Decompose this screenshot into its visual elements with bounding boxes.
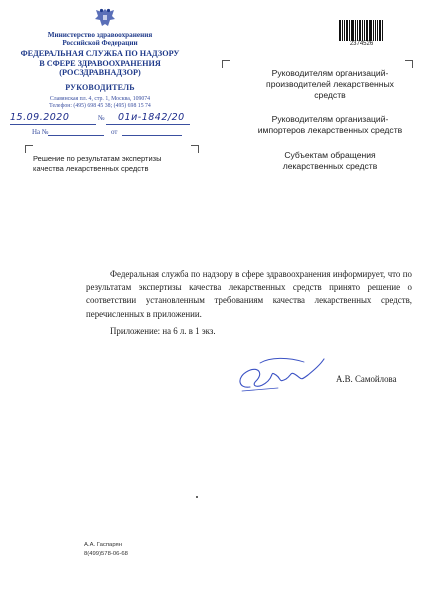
addressee-corner-left: [222, 60, 230, 68]
handwritten-number: 01и-1842/20: [118, 112, 185, 123]
barcode-bar: [349, 20, 350, 41]
letter-body: Федеральная служба по надзору в сфере здравоохранения информирует, что по результатам экспертизы качества лекарственных средств принято решение о соответствии установленным требованиям качества лекарственных средств, перечисленных в приложении.: [86, 269, 412, 319]
ref-date-line: [122, 135, 182, 136]
addressee-line: средств: [314, 90, 346, 100]
addressee-line: лекарственных средств: [282, 161, 378, 171]
barcode-bar: [379, 20, 381, 41]
addressee-corner-right: [405, 60, 413, 68]
barcode-bar: [366, 20, 368, 41]
stray-mark: [196, 496, 198, 498]
subject-line: качества лекарственных средств: [33, 163, 149, 173]
ref-number-line: [48, 135, 104, 136]
subject-corner-right: [191, 145, 199, 153]
barcode-bar: [369, 20, 372, 41]
barcode-bar: [373, 20, 374, 41]
date-underline: [10, 124, 96, 125]
signatory-name: А.В. Самойлова: [336, 374, 397, 384]
attachment-note: Приложение: на 6 л. в 1 экз.: [110, 326, 216, 336]
subject: [33, 154, 193, 173]
ref-date-label: от: [111, 128, 118, 136]
addressee-line: Руководителям организаций-: [271, 114, 389, 124]
barcode-bar: [355, 20, 356, 41]
barcode: [339, 20, 384, 41]
barcode-bar: [351, 20, 354, 41]
barcode-bar: [377, 20, 378, 41]
addressee-line: Руководителям организаций-: [271, 68, 389, 78]
phone-line: Телефон: (495) 698 45 38; (495) 698 15 74: [49, 103, 151, 110]
addressee-line: импортеров лекарственных средств: [257, 125, 403, 135]
addressee-line: Субъектам обращения: [284, 150, 376, 160]
subject-corner-left: [25, 145, 33, 153]
handwritten-signature: [230, 353, 330, 395]
barcode-bar: [362, 20, 363, 41]
coat-of-arms-emblem: [92, 6, 118, 30]
number-underline: [106, 124, 190, 125]
executor-phone: 8(499)578-06-68: [84, 551, 128, 557]
number-sign: №: [98, 114, 105, 122]
addressee-subjects: [245, 150, 415, 172]
handwritten-date: 15.09.2020: [10, 112, 70, 123]
addressee-line: производителей лекарственных: [266, 79, 394, 89]
letterhead-position: РУКОВОДИТЕЛЬ: [65, 83, 135, 92]
ministry-line: Российской Федерации: [62, 39, 138, 47]
addressee-producers: [245, 68, 415, 101]
addressee-importers: [245, 114, 415, 136]
subject-line: Решение по результатам экспертизы: [33, 154, 162, 163]
barcode-bar: [346, 20, 348, 41]
barcode-bar: [382, 20, 383, 41]
service-line: ФЕДЕРАЛЬНАЯ СЛУЖБА ПО НАДЗОРУ: [20, 49, 180, 58]
barcode-bar: [375, 20, 376, 41]
service-line: (РОСЗДРАВНАДЗОР): [59, 68, 141, 78]
ministry-name: [10, 31, 190, 47]
barcode-bar: [339, 20, 341, 41]
ref-number-label: На №: [32, 128, 49, 136]
address-line: Славянская пл. 4, стр. 1, Москва, 109074: [49, 96, 151, 102]
barcode-bar: [364, 20, 365, 41]
barcode-bar: [344, 20, 345, 41]
ministry-line: Министерство здравоохранения: [47, 31, 153, 39]
service-line: В СФЕРЕ ЗДРАВООХРАНЕНИЯ: [39, 58, 161, 68]
service-name: [10, 49, 190, 78]
barcode-bar: [359, 20, 361, 41]
letterhead-address: [10, 96, 190, 110]
barcode-number: 2374526: [349, 41, 374, 47]
barcode-bar: [357, 20, 358, 41]
executor-name: А.А. Гаспарян: [84, 542, 122, 548]
barcode-bar: [342, 20, 343, 41]
